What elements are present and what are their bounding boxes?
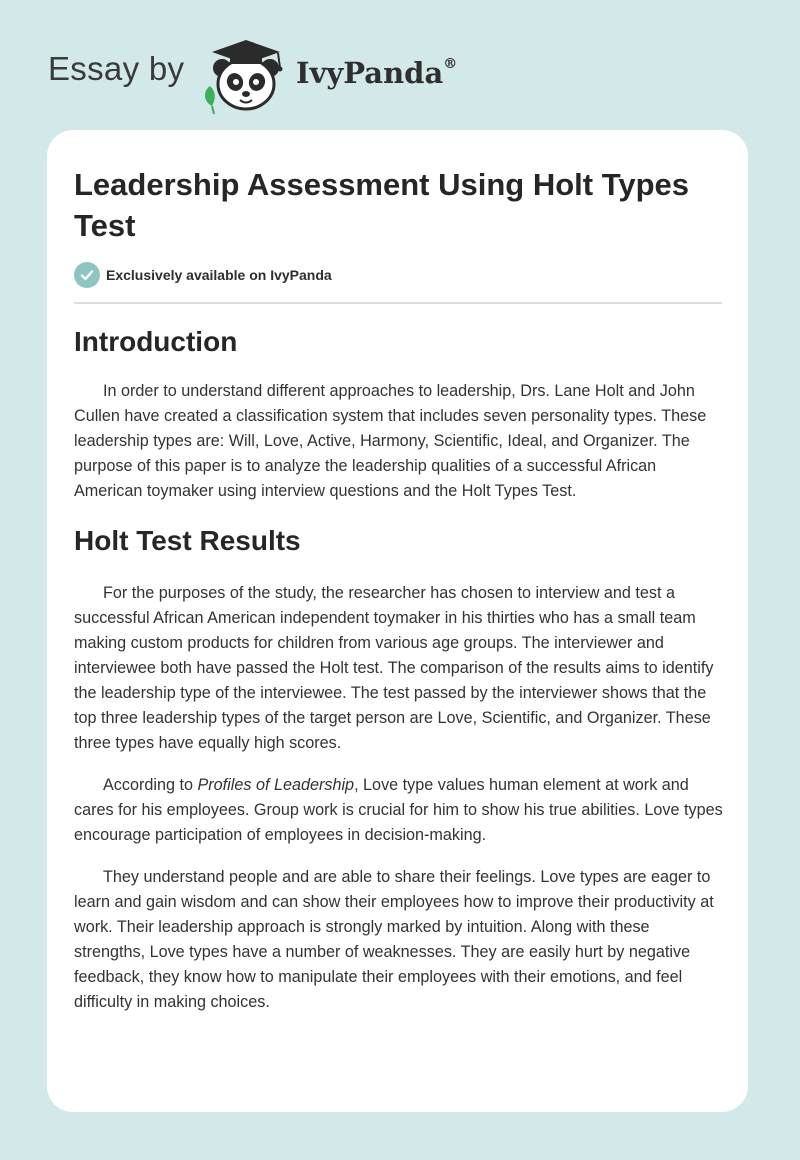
leaf-icon xyxy=(205,86,215,106)
essay-by-label: Essay by xyxy=(48,50,185,87)
exclusive-label: Exclusively available on IvyPanda xyxy=(106,267,332,283)
book-title: Profiles of Leadership xyxy=(197,776,355,794)
section-heading: Introduction xyxy=(74,326,238,357)
site-header xyxy=(48,36,648,116)
exclusive-badge xyxy=(74,262,332,288)
section-heading: Holt Test Results xyxy=(74,525,301,556)
article-title: Leadership Assessment Using Holt Types Test xyxy=(74,167,690,243)
check-icon xyxy=(74,262,100,288)
ivypanda-logo[interactable] xyxy=(200,36,290,121)
paragraph: According to Profiles of Leadership, Love type values human element at work and cares for his employees. Group work is crucial for him to show his true abilities. Love types encourage participation of employees in decision-making. xyxy=(74,776,723,844)
registered-mark: ® xyxy=(443,56,458,73)
panda-icon xyxy=(200,36,290,116)
article-card xyxy=(47,130,748,1112)
divider xyxy=(74,302,722,304)
paragraph: For the purposes of the study, the researcher has chosen to interview and test a successful African American independent toymaker in his thirties who has a small team making custom products for children from various age groups. The interviewer and interviewee both have passed the Holt test. The comparison of the results aims to identify the leadership type of the interviewee. The test passed by the interviewer shows that the top three leadership types of the target person are Love, Scientific, and Organizer. These three types have equally high scores. xyxy=(74,584,714,752)
paragraph: In order to understand different approaches to leadership, Drs. Lane Holt and John Cullen have created a classification system that includes seven personality types. These leadership types are: Will, Love, Active, Harmony, Scientific, Ideal, and Organizer. The purpose of this paper is to analyze the leadership qualities of a successful African American toymaker using interview questions and the Holt Types Test. xyxy=(74,382,707,500)
brand-name[interactable]: IvyPanda® xyxy=(296,56,458,90)
paragraph: They understand people and are able to share their feelings. Love types are eager to learn and gain wisdom and can show their employees how to improve their productivity at work. Their leadership approach is strongly marked by intuition. Along with these strengths, Love types have a number of weaknesses. They are easily hurt by negative feedback, they know how to manipulate their employees with their emotions, and feel difficulty in making choices. xyxy=(74,868,714,1011)
article-body xyxy=(74,322,724,1032)
